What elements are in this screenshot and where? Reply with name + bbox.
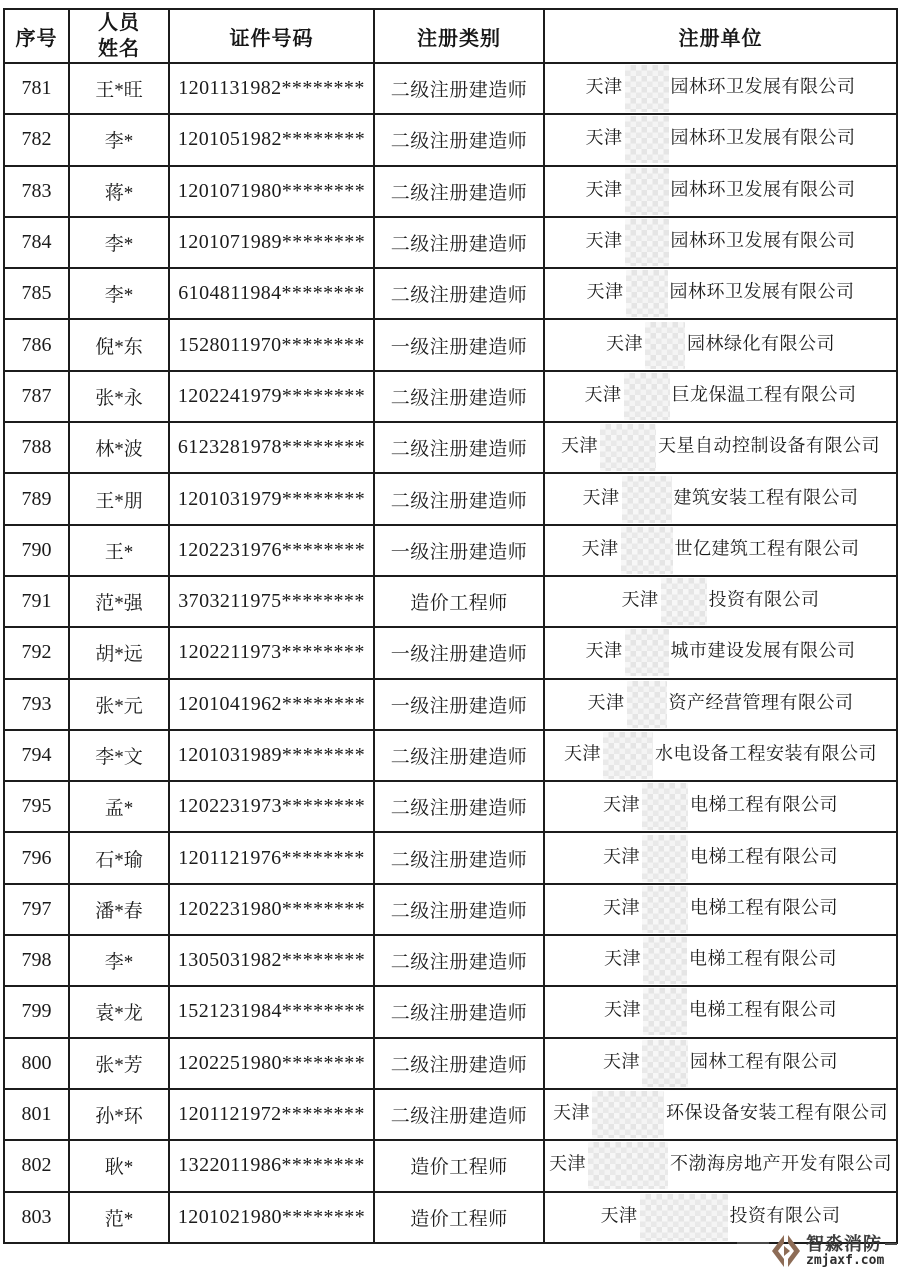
- cell-registration-unit: 天津 天星自动控制设备有限公司: [544, 422, 897, 473]
- table-row: [4, 422, 897, 473]
- redaction-blur: [622, 476, 672, 523]
- cell-registration-unit: 天津 园林环卫发展有限公司: [544, 166, 897, 217]
- table-row: [4, 525, 897, 576]
- cell-registration-unit: 天津 园林环卫发展有限公司: [544, 63, 897, 114]
- redaction-blur: [603, 732, 653, 779]
- cell-serial-number: 793: [4, 679, 69, 730]
- cell-id-number: 1201051982********: [169, 114, 374, 165]
- cell-registration-unit: 天津 投资有限公司: [544, 576, 897, 627]
- cell-serial-number: 791: [4, 576, 69, 627]
- cell-registration-unit: 天津 园林工程有限公司: [544, 1038, 897, 1089]
- cell-registration-category: 二级注册建造师: [374, 166, 544, 217]
- cell-person-name: 袁*龙: [69, 986, 169, 1037]
- cell-id-number: 1202241979********: [169, 371, 374, 422]
- redaction-blur: [643, 937, 687, 984]
- cell-registration-unit: 天津 水电设备工程安装有限公司: [544, 730, 897, 781]
- redaction-blur: [625, 116, 669, 163]
- cell-id-number: 1202231980********: [169, 884, 374, 935]
- header-name: [69, 9, 169, 63]
- cell-registration-unit: 天津 园林环卫发展有限公司: [544, 217, 897, 268]
- cell-registration-category: 二级注册建造师: [374, 268, 544, 319]
- table-row: [4, 679, 897, 730]
- cell-registration-unit: 天津 巨龙保温工程有限公司: [544, 371, 897, 422]
- cell-registration-unit: 天津 投资有限公司: [544, 1192, 897, 1243]
- redaction-blur: [626, 270, 668, 317]
- cell-registration-unit: 天津 资产经营管理有限公司: [544, 679, 897, 730]
- cell-person-name: 范*: [69, 1192, 169, 1243]
- cell-registration-category: 造价工程师: [374, 1140, 544, 1191]
- table-row: [4, 268, 897, 319]
- redaction-blur: [661, 578, 707, 625]
- cell-person-name: 王*旺: [69, 63, 169, 114]
- cell-registration-category: 造价工程师: [374, 576, 544, 627]
- table-row: [4, 371, 897, 422]
- cell-person-name: 李*: [69, 268, 169, 319]
- cell-registration-unit: 天津 园林环卫发展有限公司: [544, 268, 897, 319]
- cell-person-name: 蒋*: [69, 166, 169, 217]
- cell-id-number: 1201041962********: [169, 679, 374, 730]
- cell-registration-unit: 天津 环保设备安装工程有限公司: [544, 1089, 897, 1140]
- cell-person-name: 耿*: [69, 1140, 169, 1191]
- cell-person-name: 胡*远: [69, 627, 169, 678]
- cell-registration-category: 一级注册建造师: [374, 525, 544, 576]
- cell-id-number: 1201131982********: [169, 63, 374, 114]
- table-row: [4, 627, 897, 678]
- table-row: [4, 576, 897, 627]
- table-row: [4, 1038, 897, 1089]
- cell-serial-number: 794: [4, 730, 69, 781]
- cell-id-number: 1201121972********: [169, 1089, 374, 1140]
- header-category: 注册类别: [374, 9, 544, 63]
- redaction-blur: [640, 1194, 728, 1241]
- header-id: 证件号码: [169, 9, 374, 63]
- header-no: 序号: [4, 9, 69, 63]
- redaction-blur: [625, 219, 669, 266]
- cell-serial-number: 788: [4, 422, 69, 473]
- brand-domain: zmjaxf.com: [806, 1252, 885, 1268]
- cell-person-name: 李*文: [69, 730, 169, 781]
- cell-registration-category: 二级注册建造师: [374, 730, 544, 781]
- cell-id-number: 1201031989********: [169, 730, 374, 781]
- table-row: [4, 473, 897, 524]
- cell-serial-number: 784: [4, 217, 69, 268]
- cell-serial-number: 782: [4, 114, 69, 165]
- redaction-blur: [642, 783, 688, 830]
- table-row: [4, 166, 897, 217]
- cell-person-name: 张*元: [69, 679, 169, 730]
- watermark-line-left: [737, 1242, 769, 1244]
- cell-registration-category: 二级注册建造师: [374, 422, 544, 473]
- table-row: [4, 935, 897, 986]
- redaction-blur: [621, 527, 673, 574]
- brand-name: 智淼消防: [806, 1233, 882, 1254]
- cell-serial-number: 792: [4, 627, 69, 678]
- redaction-blur: [642, 835, 688, 882]
- table-row: [4, 1140, 897, 1191]
- cell-id-number: 1202231976********: [169, 525, 374, 576]
- table-row: [4, 63, 897, 114]
- cell-registration-unit: 天津 建筑安装工程有限公司: [544, 473, 897, 524]
- redaction-blur: [625, 168, 669, 215]
- table-row: [4, 114, 897, 165]
- cell-person-name: 张*永: [69, 371, 169, 422]
- cell-registration-category: 二级注册建造师: [374, 1089, 544, 1140]
- cell-serial-number: 795: [4, 781, 69, 832]
- cell-serial-number: 790: [4, 525, 69, 576]
- redaction-blur: [645, 322, 685, 369]
- cell-id-number: 1528011970********: [169, 319, 374, 370]
- cell-serial-number: 799: [4, 986, 69, 1037]
- cell-serial-number: 785: [4, 268, 69, 319]
- cell-person-name: 潘*春: [69, 884, 169, 935]
- cell-person-name: 孟*: [69, 781, 169, 832]
- cell-person-name: 石*瑜: [69, 832, 169, 883]
- cell-registration-unit: 天津 城市建设发展有限公司: [544, 627, 897, 678]
- cell-id-number: 1322011986********: [169, 1140, 374, 1191]
- header-name-line1: 人员: [98, 12, 140, 34]
- cell-registration-unit: 天津 不渤海房地产开发有限公司: [544, 1140, 897, 1191]
- cell-serial-number: 783: [4, 166, 69, 217]
- cell-registration-category: 二级注册建造师: [374, 832, 544, 883]
- cell-registration-unit: 天津 世亿建筑工程有限公司: [544, 525, 897, 576]
- cell-serial-number: 781: [4, 63, 69, 114]
- cell-serial-number: 800: [4, 1038, 69, 1089]
- redaction-blur: [643, 988, 687, 1035]
- cell-registration-category: 二级注册建造师: [374, 217, 544, 268]
- cell-registration-category: 一级注册建造师: [374, 679, 544, 730]
- cell-serial-number: 786: [4, 319, 69, 370]
- cell-id-number: 1201031979********: [169, 473, 374, 524]
- table-row: [4, 730, 897, 781]
- header-name-line2: 姓名: [98, 38, 140, 60]
- cell-registration-unit: 天津 园林环卫发展有限公司: [544, 114, 897, 165]
- redaction-blur: [588, 1142, 668, 1189]
- cell-id-number: 1201071980********: [169, 166, 374, 217]
- cell-registration-category: 二级注册建造师: [374, 1038, 544, 1089]
- cell-id-number: 1202211973********: [169, 627, 374, 678]
- cell-id-number: 6123281978********: [169, 422, 374, 473]
- cell-serial-number: 789: [4, 473, 69, 524]
- table-row: [4, 884, 897, 935]
- table-row: [4, 781, 897, 832]
- cell-serial-number: 803: [4, 1192, 69, 1243]
- cell-serial-number: 796: [4, 832, 69, 883]
- redaction-blur: [642, 1040, 688, 1087]
- cell-registration-category: 二级注册建造师: [374, 986, 544, 1037]
- cell-serial-number: 797: [4, 884, 69, 935]
- cell-person-name: 王*: [69, 525, 169, 576]
- cell-serial-number: 801: [4, 1089, 69, 1140]
- cell-id-number: 1305031982********: [169, 935, 374, 986]
- cell-person-name: 范*强: [69, 576, 169, 627]
- redaction-blur: [642, 886, 688, 933]
- cell-registration-unit: 天津 电梯工程有限公司: [544, 832, 897, 883]
- cell-id-number: 1202231973********: [169, 781, 374, 832]
- cell-id-number: 1521231984********: [169, 986, 374, 1037]
- cell-registration-unit: 天津 电梯工程有限公司: [544, 986, 897, 1037]
- header-row: [4, 9, 897, 63]
- brand-logo-icon: [771, 1232, 803, 1270]
- header-unit: 注册单位: [544, 9, 897, 63]
- cell-person-name: 孙*环: [69, 1089, 169, 1140]
- cell-registration-category: 二级注册建造师: [374, 781, 544, 832]
- cell-id-number: 1201021980********: [169, 1192, 374, 1243]
- cell-registration-category: 造价工程师: [374, 1192, 544, 1243]
- cell-id-number: 1201121976********: [169, 832, 374, 883]
- table-row: [4, 319, 897, 370]
- cell-registration-category: 二级注册建造师: [374, 884, 544, 935]
- watermark: [737, 1232, 897, 1270]
- table-row: [4, 986, 897, 1037]
- redaction-blur: [624, 373, 670, 420]
- redaction-blur: [625, 629, 669, 676]
- cell-serial-number: 787: [4, 371, 69, 422]
- table-row: [4, 832, 897, 883]
- cell-person-name: 李*: [69, 935, 169, 986]
- cell-id-number: 1202251980********: [169, 1038, 374, 1089]
- cell-person-name: 王*朋: [69, 473, 169, 524]
- cell-id-number: 3703211975********: [169, 576, 374, 627]
- cell-registration-category: 二级注册建造师: [374, 371, 544, 422]
- cell-registration-category: 二级注册建造师: [374, 63, 544, 114]
- redaction-blur: [625, 65, 669, 112]
- cell-registration-category: 二级注册建造师: [374, 114, 544, 165]
- cell-registration-category: 一级注册建造师: [374, 319, 544, 370]
- table-row: [4, 1089, 897, 1140]
- cell-registration-category: 二级注册建造师: [374, 935, 544, 986]
- table-row: [4, 217, 897, 268]
- cell-registration-category: 二级注册建造师: [374, 473, 544, 524]
- cell-person-name: 张*芳: [69, 1038, 169, 1089]
- cell-person-name: 林*波: [69, 422, 169, 473]
- cell-person-name: 倪*东: [69, 319, 169, 370]
- cell-registration-unit: 天津 电梯工程有限公司: [544, 935, 897, 986]
- cell-registration-unit: 天津 电梯工程有限公司: [544, 781, 897, 832]
- redaction-blur: [592, 1091, 664, 1138]
- cell-registration-category: 一级注册建造师: [374, 627, 544, 678]
- redaction-blur: [627, 681, 667, 728]
- cell-serial-number: 802: [4, 1140, 69, 1191]
- redaction-blur: [600, 424, 656, 471]
- watermark-line-right: [885, 1243, 897, 1245]
- cell-person-name: 李*: [69, 217, 169, 268]
- cell-id-number: 1201071989********: [169, 217, 374, 268]
- cell-registration-unit: 天津 电梯工程有限公司: [544, 884, 897, 935]
- cell-registration-unit: 天津 园林绿化有限公司: [544, 319, 897, 370]
- cell-serial-number: 798: [4, 935, 69, 986]
- registration-table: [3, 8, 898, 1244]
- cell-id-number: 6104811984********: [169, 268, 374, 319]
- cell-person-name: 李*: [69, 114, 169, 165]
